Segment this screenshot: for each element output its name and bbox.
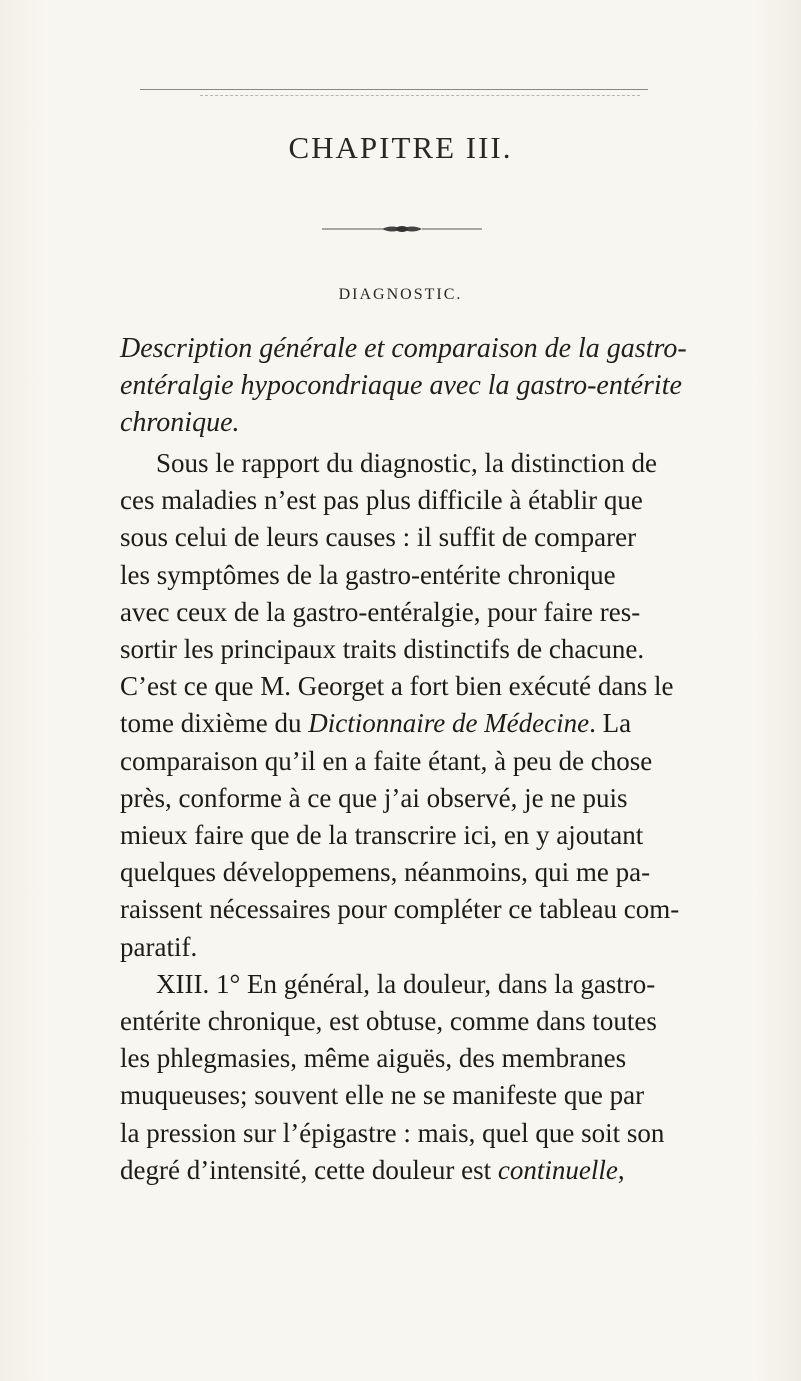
text-line: ces maladies n’est pas plus difficile à établir que [120,485,643,516]
text-line: la pression sur l’épigastre : mais, quel que soit son [120,1117,665,1148]
top-rule [140,89,648,90]
text-segment: degré d’intensité, cette douleur est [120,1154,492,1185]
text-line: mieux faire que de la transcrire ici, en y ajoutant [120,820,644,851]
text-line: quelques développemens, néanmoins, qui me pa- [120,857,651,888]
text-line [120,1152,792,1189]
text-line: les phlegmasies, même aiguës, des membranes [120,1043,627,1074]
summary-line: chronique. [120,407,240,438]
text-line: XIII. 1° En général, la douleur, dans la gastro- [156,968,656,999]
text-line: entérite chronique, est obtuse, comme dans toutes [120,1006,657,1037]
italic-reference: Dictionnaire de Médecine [308,708,590,739]
section-summary [120,330,780,441]
text-line: paratif. [120,931,198,962]
summary-line: Description générale et comparaison de la gastro- [120,333,687,364]
italic-emphasis: continuelle [497,1154,618,1185]
chapter-title: CHAPITRE III. [288,130,513,165]
text-segment: . La [589,708,632,739]
text-line: comparaison qu’il en a faite étant, à peu de chose [120,745,653,776]
text-line: Sous le rapport du diagnostic, la distinction de [156,448,657,478]
text-line: les symptômes de la gastro-entérite chronique [120,559,616,590]
ornament-divider [322,222,482,236]
text-segment: tome dixième du [120,708,302,739]
text-line: sortir les principaux traits distinctifs de chacune. [120,634,645,665]
text-line: raissent nécessaires pour compléter ce tableau com- [120,894,680,925]
text-segment: , [617,1154,625,1185]
top-rule-faint [200,95,640,96]
summary-line: entéralgie hypocondriaque avec la gastro-entérite [120,370,682,401]
text-line: C’est ce que M. Georget a fort bien exécuté dans le [120,671,674,702]
text-line: avec ceux de la gastro-entéralgie, pour faire res- [120,596,641,627]
text-line: près, conforme à ce que j’ai observé, je ne puis [120,782,628,813]
body-text [120,445,792,1189]
section-title: DIAGNOSTIC. [338,286,463,303]
text-line: muqueuses; souvent elle ne se manifeste que par [120,1080,645,1111]
text-line: sous celui de leurs causes : il suffit de comparer [120,522,637,553]
text-line [120,705,792,742]
